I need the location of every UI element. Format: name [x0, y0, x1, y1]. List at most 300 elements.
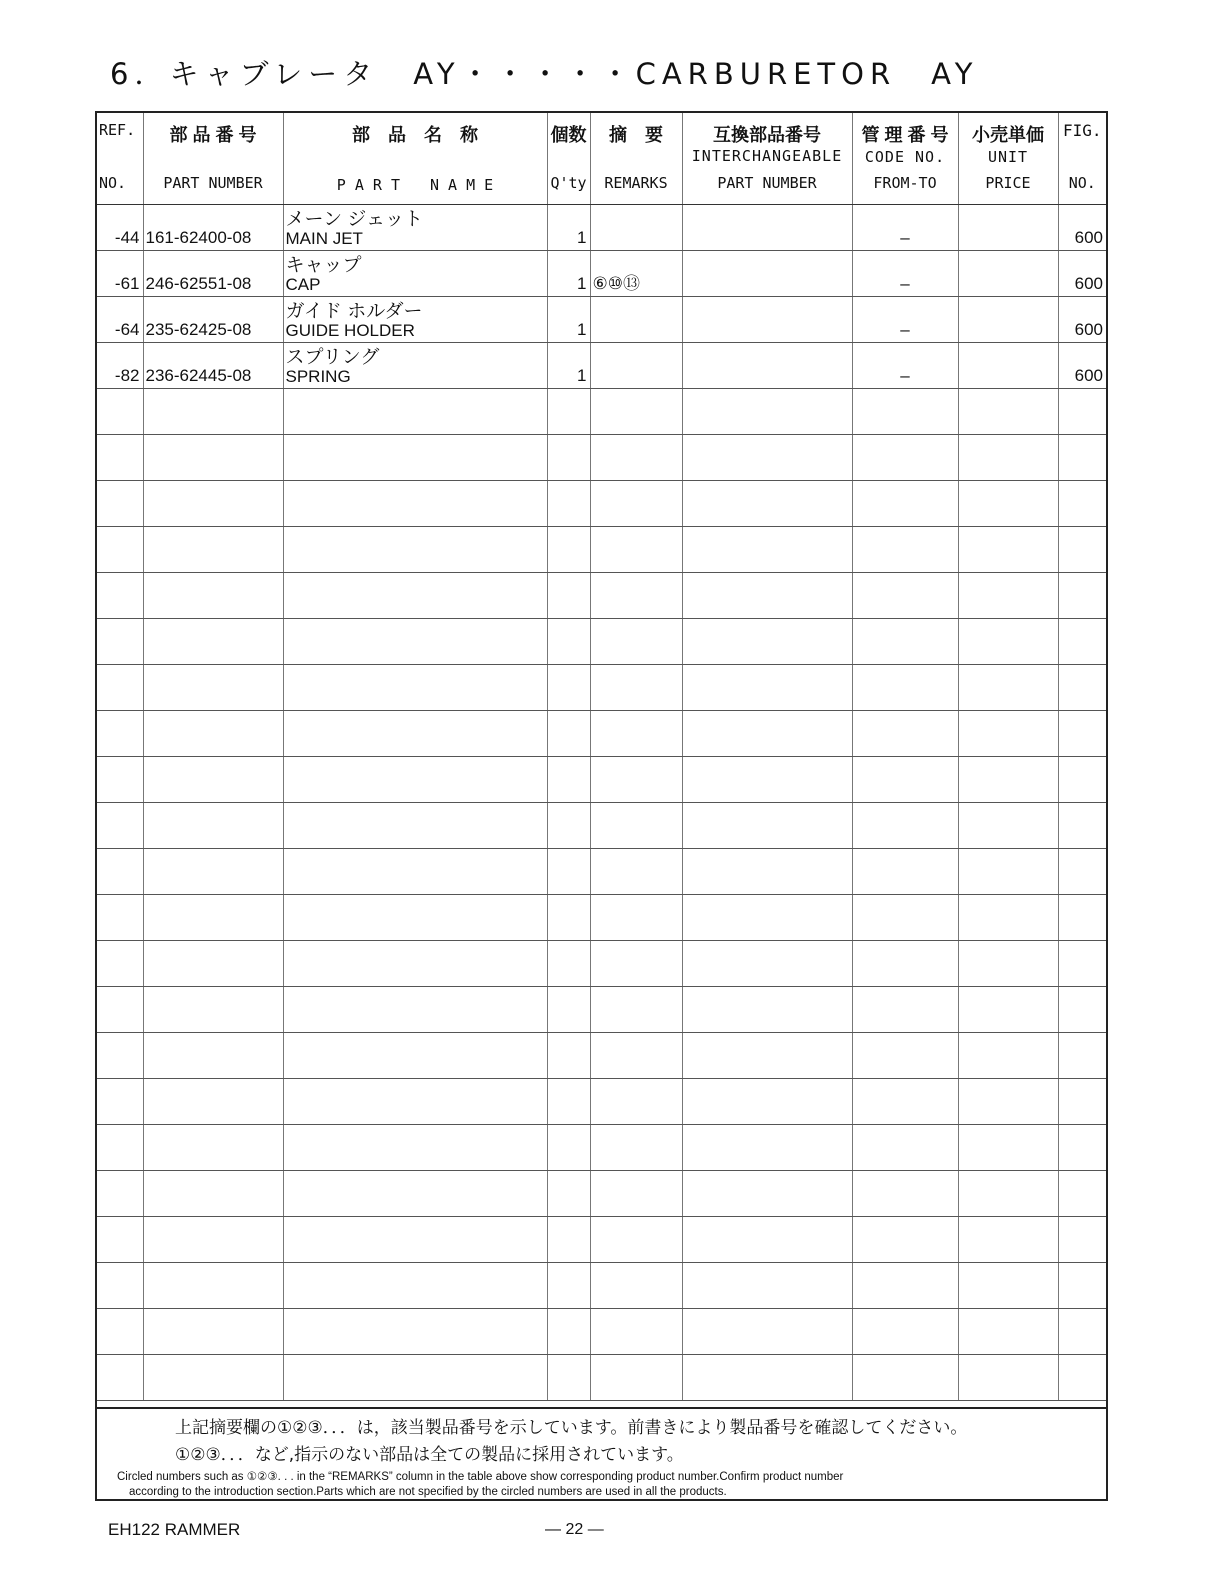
empty-cell: [143, 1263, 283, 1309]
empty-cell: [958, 803, 1058, 849]
empty-cell: [682, 1079, 852, 1125]
cell-unit-price: [958, 297, 1058, 343]
col-ref: REF. NO.: [97, 113, 143, 205]
empty-cell: [283, 389, 547, 435]
col-price: 小売単価 UNIT PRICE: [958, 113, 1058, 205]
empty-cell: [97, 481, 143, 527]
empty-cell: [1058, 803, 1106, 849]
empty-cell: [958, 389, 1058, 435]
note-en-line1: Circled numbers such as ①②③. . . in the “REMARKS” column in the table above show corresponding product number.Confirm product number: [117, 1471, 844, 1483]
empty-cell: [852, 941, 958, 987]
part-number-value: 235-62425-08: [145, 320, 252, 339]
remarks-note: [97, 1407, 1106, 1499]
empty-cell: [143, 895, 283, 941]
empty-cell: [143, 941, 283, 987]
ref-no-value: -44: [114, 228, 140, 247]
empty-cell: [682, 711, 852, 757]
note-en-line2: according to the introduction section.Parts which are not specified by the circled numbers are used in all the products.: [129, 1486, 727, 1498]
page-number: ― 22 ―: [545, 1521, 604, 1538]
empty-cell: [97, 1079, 143, 1125]
empty-cell: [97, 1033, 143, 1079]
code-no-value: –: [900, 366, 910, 385]
empty-cell: [682, 895, 852, 941]
empty-cell: [958, 1355, 1058, 1401]
cell-fig-no: [1058, 251, 1106, 297]
empty-cell: [143, 527, 283, 573]
empty-cell: [547, 849, 590, 895]
empty-cell: [97, 1171, 143, 1217]
empty-cell: [97, 711, 143, 757]
empty-cell: [1058, 1217, 1106, 1263]
empty-row: [97, 711, 1106, 757]
empty-cell: [97, 803, 143, 849]
empty-cell: [590, 1171, 682, 1217]
empty-cell: [958, 941, 1058, 987]
empty-cell: [682, 1033, 852, 1079]
empty-cell: [1058, 435, 1106, 481]
cell-code-no: [852, 205, 958, 251]
empty-cell: [283, 1079, 547, 1125]
empty-cell: [852, 1033, 958, 1079]
empty-cell: [547, 481, 590, 527]
empty-cell: [590, 435, 682, 481]
parts-sheet: [95, 111, 1108, 1501]
empty-cell: [682, 803, 852, 849]
empty-cell: [958, 619, 1058, 665]
empty-cell: [958, 1309, 1058, 1355]
part-name-en: MAIN JET: [285, 229, 363, 248]
empty-cell: [682, 1217, 852, 1263]
empty-cell: [958, 1171, 1058, 1217]
empty-cell: [547, 1217, 590, 1263]
empty-cell: [283, 1171, 547, 1217]
empty-cell: [97, 619, 143, 665]
empty-cell: [852, 711, 958, 757]
empty-cell: [283, 619, 547, 665]
empty-cell: [682, 435, 852, 481]
remarks-value: ⑥⑩⑬: [592, 274, 640, 293]
cell-fig-no: [1058, 297, 1106, 343]
qty-value: 1: [577, 228, 587, 247]
empty-cell: [547, 757, 590, 803]
empty-cell: [682, 1171, 852, 1217]
empty-cell: [852, 757, 958, 803]
empty-cell: [590, 803, 682, 849]
empty-cell: [547, 435, 590, 481]
empty-row: [97, 1033, 1106, 1079]
empty-cell: [1058, 895, 1106, 941]
empty-cell: [682, 1309, 852, 1355]
empty-cell: [547, 711, 590, 757]
empty-row: [97, 757, 1106, 803]
cell-part-name: [283, 205, 547, 251]
empty-cell: [590, 757, 682, 803]
cell-part-number: [143, 205, 283, 251]
code-no-value: –: [900, 274, 910, 293]
empty-cell: [143, 481, 283, 527]
empty-cell: [143, 389, 283, 435]
note-jp-line2: ①②③．．．など,指示のない部品は全ての製品に採用されています。: [175, 1445, 684, 1465]
empty-cell: [143, 757, 283, 803]
empty-cell: [97, 895, 143, 941]
empty-cell: [547, 803, 590, 849]
empty-row: [97, 1355, 1106, 1401]
empty-cell: [547, 573, 590, 619]
empty-cell: [143, 619, 283, 665]
empty-cell: [283, 435, 547, 481]
empty-cell: [852, 803, 958, 849]
empty-cell: [1058, 527, 1106, 573]
empty-cell: [852, 527, 958, 573]
empty-cell: [852, 481, 958, 527]
empty-cell: [852, 1309, 958, 1355]
footer-model: EH122 RAMMER: [108, 1520, 241, 1539]
empty-cell: [547, 1171, 590, 1217]
code-no-value: –: [900, 228, 910, 247]
page-title: 6．キャブレータ AY・・・・・CARBURETOR AY: [110, 57, 979, 91]
col-part-name: 部 品 名 称 P A R T N A M E: [283, 113, 547, 205]
empty-cell: [1058, 711, 1106, 757]
cell-interchangeable-part: [682, 251, 852, 297]
empty-cell: [682, 1125, 852, 1171]
cell-fig-no: [1058, 343, 1106, 389]
empty-cell: [682, 757, 852, 803]
empty-cell: [852, 1217, 958, 1263]
empty-cell: [547, 987, 590, 1033]
empty-row: [97, 1217, 1106, 1263]
empty-cell: [547, 665, 590, 711]
cell-remarks: [590, 297, 682, 343]
empty-cell: [283, 1309, 547, 1355]
empty-cell: [1058, 573, 1106, 619]
empty-cell: [958, 527, 1058, 573]
empty-row: [97, 527, 1106, 573]
empty-cell: [1058, 619, 1106, 665]
part-name-jp: メーン ジェット: [285, 209, 424, 230]
empty-cell: [1058, 1263, 1106, 1309]
cell-code-no: [852, 343, 958, 389]
empty-cell: [1058, 1033, 1106, 1079]
part-name-en: SPRING: [285, 367, 351, 386]
empty-cell: [682, 481, 852, 527]
empty-cell: [283, 1125, 547, 1171]
note-jp-line1: 上記摘要欄の①②③．．．は，該当製品番号を示しています。前書きにより製品番号を確認してください。: [175, 1418, 968, 1438]
empty-cell: [143, 1171, 283, 1217]
cell-remarks: [590, 251, 682, 297]
cell-part-number: [143, 297, 283, 343]
empty-cell: [852, 1263, 958, 1309]
empty-cell: [682, 1263, 852, 1309]
part-number-value: 161-62400-08: [145, 228, 252, 247]
empty-cell: [143, 987, 283, 1033]
empty-cell: [97, 1355, 143, 1401]
part-number-value: 236-62445-08: [145, 366, 252, 385]
empty-cell: [97, 1217, 143, 1263]
empty-cell: [852, 389, 958, 435]
empty-cell: [958, 481, 1058, 527]
empty-cell: [590, 941, 682, 987]
empty-row: [97, 1309, 1106, 1355]
empty-cell: [958, 435, 1058, 481]
empty-cell: [283, 527, 547, 573]
part-name-jp: キャップ: [285, 255, 362, 276]
empty-row: [97, 1079, 1106, 1125]
empty-cell: [1058, 665, 1106, 711]
empty-cell: [590, 987, 682, 1033]
cell-qty: [547, 205, 590, 251]
empty-row: [97, 987, 1106, 1033]
empty-row: [97, 1125, 1106, 1171]
cell-part-name: [283, 297, 547, 343]
empty-cell: [958, 1217, 1058, 1263]
cell-ref-no: [97, 297, 143, 343]
cell-ref-no: [97, 343, 143, 389]
cell-part-number: [143, 343, 283, 389]
col-qty: 個数 Q'ty: [547, 113, 590, 205]
empty-cell: [852, 1171, 958, 1217]
empty-cell: [1058, 987, 1106, 1033]
cell-ref-no: [97, 205, 143, 251]
empty-row: [97, 803, 1106, 849]
empty-cell: [852, 1079, 958, 1125]
table-row: [97, 343, 1106, 389]
ref-no-value: -82: [114, 366, 140, 385]
empty-row: [97, 435, 1106, 481]
fig-no-value: 600: [1074, 274, 1103, 293]
empty-cell: [97, 757, 143, 803]
empty-cell: [852, 573, 958, 619]
fig-no-value: 600: [1074, 366, 1103, 385]
empty-cell: [143, 435, 283, 481]
empty-cell: [547, 1033, 590, 1079]
empty-cell: [283, 987, 547, 1033]
empty-cell: [1058, 1079, 1106, 1125]
col-fig: FIG. NO.: [1058, 113, 1106, 205]
empty-cell: [283, 1355, 547, 1401]
header-row: [97, 113, 1106, 205]
empty-cell: [547, 1263, 590, 1309]
table-row: [97, 205, 1106, 251]
cell-fig-no: [1058, 205, 1106, 251]
empty-cell: [547, 1355, 590, 1401]
empty-cell: [283, 941, 547, 987]
col-part-number: 部 品 番 号 PART NUMBER: [143, 113, 283, 205]
empty-cell: [1058, 389, 1106, 435]
empty-cell: [852, 435, 958, 481]
empty-row: [97, 849, 1106, 895]
empty-cell: [958, 1033, 1058, 1079]
empty-cell: [590, 573, 682, 619]
empty-cell: [283, 665, 547, 711]
empty-cell: [97, 1125, 143, 1171]
empty-cell: [590, 1217, 682, 1263]
empty-cell: [143, 573, 283, 619]
empty-cell: [682, 573, 852, 619]
part-name-jp: スプリング: [285, 347, 380, 368]
empty-cell: [97, 1309, 143, 1355]
empty-cell: [958, 895, 1058, 941]
empty-cell: [97, 941, 143, 987]
empty-cell: [143, 1309, 283, 1355]
part-name-jp: ガイド ホルダー: [285, 301, 423, 322]
empty-cell: [143, 1125, 283, 1171]
empty-cell: [547, 895, 590, 941]
empty-cell: [143, 803, 283, 849]
empty-cell: [143, 665, 283, 711]
cell-qty: [547, 297, 590, 343]
empty-cell: [97, 987, 143, 1033]
cell-unit-price: [958, 205, 1058, 251]
empty-cell: [143, 1079, 283, 1125]
empty-cell: [682, 941, 852, 987]
part-name-en: CAP: [285, 275, 321, 294]
empty-cell: [590, 619, 682, 665]
col-interchangeable: 互換部品番号 INTERCHANGEABLE PART NUMBER: [682, 113, 852, 205]
parts-table: [97, 113, 1106, 1401]
empty-cell: [547, 527, 590, 573]
cell-part-number: [143, 251, 283, 297]
empty-cell: [682, 1355, 852, 1401]
empty-cell: [283, 481, 547, 527]
empty-row: [97, 619, 1106, 665]
cell-part-name: [283, 343, 547, 389]
empty-cell: [283, 757, 547, 803]
empty-cell: [590, 481, 682, 527]
code-no-value: –: [900, 320, 910, 339]
empty-cell: [958, 987, 1058, 1033]
empty-cell: [283, 849, 547, 895]
empty-cell: [590, 1033, 682, 1079]
empty-cell: [958, 1263, 1058, 1309]
ref-no-value: -61: [114, 274, 140, 293]
empty-row: [97, 941, 1106, 987]
empty-cell: [143, 849, 283, 895]
empty-cell: [283, 895, 547, 941]
empty-cell: [143, 1217, 283, 1263]
empty-cell: [852, 619, 958, 665]
empty-row: [97, 389, 1106, 435]
cell-code-no: [852, 251, 958, 297]
empty-cell: [682, 389, 852, 435]
cell-remarks: [590, 343, 682, 389]
empty-cell: [590, 895, 682, 941]
empty-cell: [590, 1355, 682, 1401]
empty-cell: [283, 803, 547, 849]
empty-row: [97, 665, 1106, 711]
empty-cell: [958, 711, 1058, 757]
empty-cell: [1058, 1309, 1106, 1355]
empty-row: [97, 573, 1106, 619]
empty-cell: [283, 573, 547, 619]
empty-cell: [97, 849, 143, 895]
cell-qty: [547, 343, 590, 389]
cell-interchangeable-part: [682, 343, 852, 389]
cell-code-no: [852, 297, 958, 343]
empty-row: [97, 481, 1106, 527]
empty-cell: [1058, 481, 1106, 527]
empty-cell: [682, 665, 852, 711]
empty-cell: [590, 527, 682, 573]
empty-cell: [852, 665, 958, 711]
empty-cell: [547, 1309, 590, 1355]
empty-cell: [590, 1263, 682, 1309]
empty-cell: [958, 849, 1058, 895]
empty-cell: [852, 987, 958, 1033]
empty-cell: [547, 389, 590, 435]
empty-cell: [590, 1125, 682, 1171]
cell-ref-no: [97, 251, 143, 297]
col-code: 管 理 番 号 CODE NO. FROM-TO: [852, 113, 958, 205]
empty-cell: [682, 849, 852, 895]
empty-cell: [958, 665, 1058, 711]
empty-cell: [547, 941, 590, 987]
empty-row: [97, 1263, 1106, 1309]
empty-cell: [590, 849, 682, 895]
empty-cell: [590, 1079, 682, 1125]
cell-unit-price: [958, 343, 1058, 389]
empty-cell: [97, 1263, 143, 1309]
cell-qty: [547, 251, 590, 297]
empty-cell: [143, 711, 283, 757]
empty-cell: [547, 1125, 590, 1171]
empty-cell: [682, 619, 852, 665]
empty-cell: [97, 573, 143, 619]
ref-no-value: -64: [114, 320, 140, 339]
empty-cell: [143, 1355, 283, 1401]
empty-cell: [958, 1079, 1058, 1125]
empty-cell: [958, 573, 1058, 619]
empty-cell: [1058, 1125, 1106, 1171]
table-row: [97, 251, 1106, 297]
col-remarks: 摘 要 REMARKS: [590, 113, 682, 205]
cell-unit-price: [958, 251, 1058, 297]
empty-cell: [1058, 1355, 1106, 1401]
cell-interchangeable-part: [682, 205, 852, 251]
qty-value: 1: [577, 366, 587, 385]
table-row: [97, 297, 1106, 343]
part-number-value: 246-62551-08: [145, 274, 252, 293]
empty-cell: [547, 1079, 590, 1125]
empty-cell: [958, 757, 1058, 803]
qty-value: 1: [577, 274, 587, 293]
empty-cell: [852, 849, 958, 895]
empty-cell: [590, 665, 682, 711]
empty-cell: [97, 527, 143, 573]
cell-part-name: [283, 251, 547, 297]
qty-value: 1: [577, 320, 587, 339]
empty-row: [97, 1171, 1106, 1217]
empty-cell: [590, 711, 682, 757]
empty-cell: [97, 665, 143, 711]
empty-cell: [97, 389, 143, 435]
empty-cell: [283, 1033, 547, 1079]
empty-cell: [590, 389, 682, 435]
empty-cell: [1058, 757, 1106, 803]
empty-cell: [1058, 1171, 1106, 1217]
fig-no-value: 600: [1074, 320, 1103, 339]
empty-cell: [958, 1125, 1058, 1171]
empty-cell: [143, 1033, 283, 1079]
empty-cell: [283, 711, 547, 757]
empty-cell: [590, 1309, 682, 1355]
empty-cell: [852, 1355, 958, 1401]
empty-cell: [283, 1217, 547, 1263]
empty-cell: [1058, 849, 1106, 895]
fig-no-value: 600: [1074, 228, 1103, 247]
empty-cell: [682, 527, 852, 573]
cell-interchangeable-part: [682, 297, 852, 343]
part-name-en: GUIDE HOLDER: [285, 321, 415, 340]
